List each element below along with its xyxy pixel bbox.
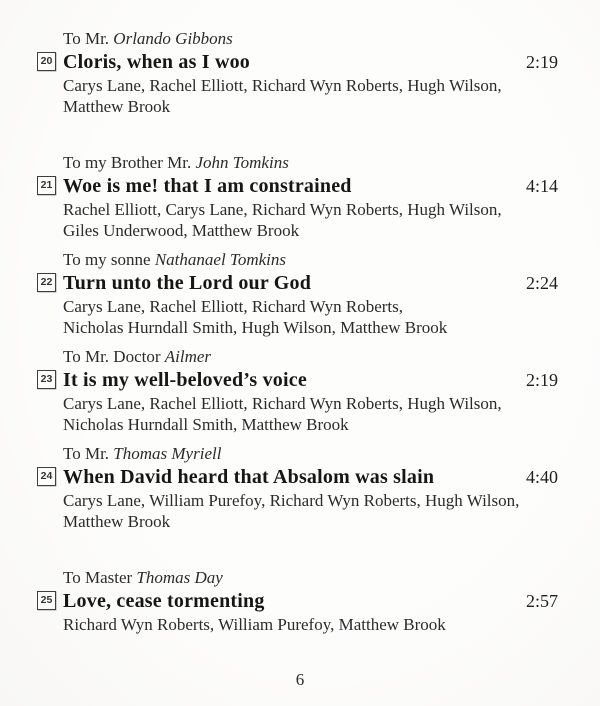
performers-line: Matthew Brook (63, 97, 171, 116)
track-title: Woe is me! that I am constrained (63, 175, 352, 197)
dedication-name: John Tomkins (195, 153, 289, 172)
track-number-badge: 24 (37, 467, 56, 486)
track-title: It is my well-beloved’s voice (63, 369, 307, 391)
track-title-row (40, 465, 558, 490)
track-duration: 2:19 (525, 52, 558, 72)
track-item (40, 567, 558, 635)
track-title-row (40, 271, 558, 296)
performers-line: Nicholas Hurndall Smith, Hugh Wilson, Matthew Brook (63, 318, 448, 337)
track-number-badge: 22 (37, 273, 56, 292)
track-title: Turn unto the Lord our God (63, 272, 312, 294)
dedication-name: Thomas Day (136, 568, 223, 587)
dedication-name: Nathanael Tomkins (154, 250, 286, 269)
performers-line: Rachel Elliott, Carys Lane, Richard Wyn Roberts, Hugh Wilson, (63, 200, 502, 219)
track-title: Love, cease tormenting (63, 590, 265, 612)
track-dedication (63, 443, 558, 465)
track-dedication (63, 249, 558, 271)
track-number-badge: 25 (37, 591, 56, 610)
track-title-row (40, 368, 558, 393)
track-title-row (40, 589, 558, 614)
dedication-prefix: To Mr. (63, 444, 114, 463)
dedication-prefix: To my sonne (63, 250, 155, 269)
performers-line: Matthew Brook (63, 512, 171, 531)
track-dedication (63, 152, 558, 174)
dedication-name: Orlando Gibbons (113, 29, 233, 48)
track-dedication (63, 567, 558, 589)
track-title-row (40, 174, 558, 199)
dedication-prefix: To my Brother Mr. (63, 153, 196, 172)
performers-line: Carys Lane, Rachel Elliott, Richard Wyn Roberts, Hugh Wilson, (63, 76, 502, 95)
performers-line: Carys Lane, Rachel Elliott, Richard Wyn Roberts, Hugh Wilson, (63, 394, 502, 413)
dedication-prefix: To Master (63, 568, 137, 587)
track-duration: 2:57 (525, 591, 558, 611)
performers-line: Nicholas Hurndall Smith, Matthew Brook (63, 415, 349, 434)
track-item (40, 28, 558, 117)
dedication-prefix: To Mr. Doctor (63, 347, 165, 366)
page-number: 6 (295, 670, 305, 689)
track-number-badge: 23 (37, 370, 56, 389)
performers-line: Carys Lane, Rachel Elliott, Richard Wyn Roberts, (63, 297, 403, 316)
track-duration: 2:19 (525, 370, 558, 390)
track-item (40, 152, 558, 241)
dedication-name: Ailmer (164, 347, 212, 366)
track-number-badge: 21 (37, 176, 56, 195)
dedication-prefix: To Mr. (63, 29, 114, 48)
dedication-name: Thomas Myriell (113, 444, 222, 463)
performers-line: Giles Underwood, Matthew Brook (63, 221, 300, 240)
track-title: Cloris, when as I woo (63, 51, 250, 73)
track-dedication (63, 28, 558, 50)
track-dedication (63, 346, 558, 368)
performers-line: Carys Lane, William Purefoy, Richard Wyn Roberts, Hugh Wilson, (63, 491, 520, 510)
track-item (40, 249, 558, 338)
track-number-badge: 20 (37, 52, 56, 71)
performers-line: Richard Wyn Roberts, William Purefoy, Matthew Brook (63, 615, 446, 634)
track-duration: 4:14 (525, 176, 558, 196)
track-item (40, 443, 558, 532)
track-duration: 4:40 (525, 467, 558, 487)
track-item (40, 346, 558, 435)
track-title-row (40, 50, 558, 75)
track-duration: 2:24 (525, 273, 558, 293)
track-title: When David heard that Absalom was slain (63, 466, 435, 488)
